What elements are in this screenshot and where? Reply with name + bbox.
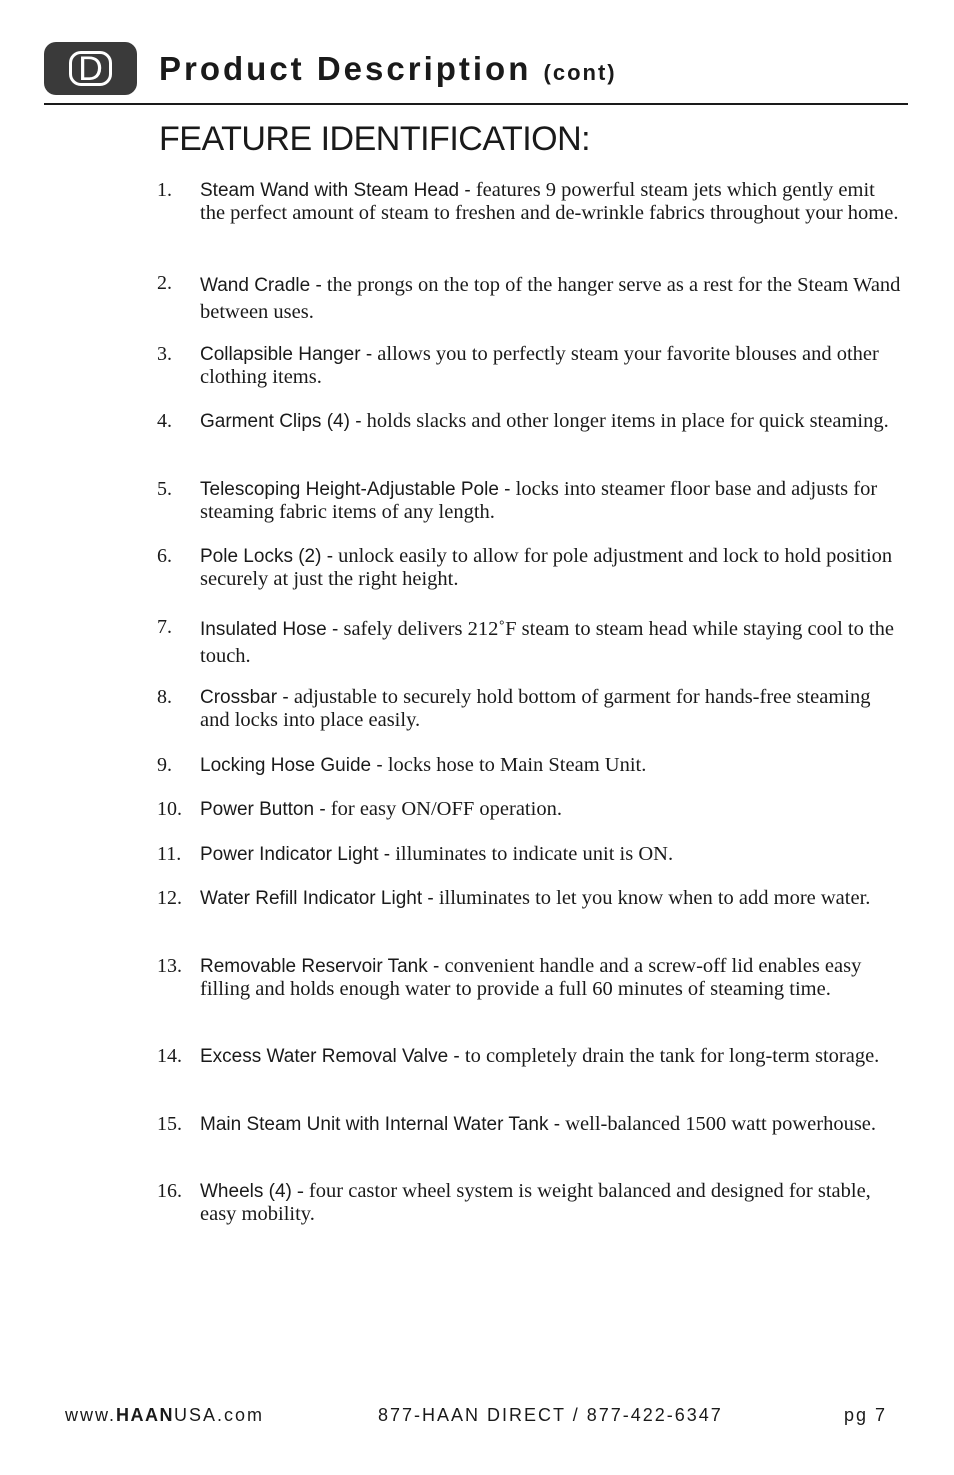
feature-term: Wheels (4) bbox=[200, 1181, 292, 1202]
footer-url-prefix: www. bbox=[65, 1405, 117, 1425]
feature-term: Steam Wand with Steam Head - bbox=[200, 180, 471, 201]
feature-description: illuminates to let you know when to add more water. bbox=[438, 887, 871, 909]
feature-number: 4. bbox=[157, 410, 172, 432]
feature-term: Garment Clips (4) - bbox=[200, 411, 362, 432]
feature-text bbox=[200, 545, 902, 591]
footer-website[interactable] bbox=[65, 1405, 264, 1426]
footer-page-number: pg 7 bbox=[844, 1405, 888, 1425]
feature-description: to completely drain the tank for long-term storage. bbox=[464, 1045, 880, 1067]
feature-term: Removable Reservoir Tank - bbox=[200, 956, 440, 977]
feature-number: 6. bbox=[157, 545, 172, 567]
feature-term: Crossbar - bbox=[200, 687, 289, 708]
feature-number: 13. bbox=[157, 955, 182, 977]
feature-number: 5. bbox=[157, 478, 172, 500]
feature-item bbox=[157, 754, 902, 777]
page-title-suffix: (cont) bbox=[543, 60, 617, 85]
feature-text bbox=[200, 887, 902, 910]
feature-item bbox=[157, 1045, 902, 1068]
feature-text bbox=[200, 272, 902, 325]
feature-term: Power Button - bbox=[200, 799, 326, 820]
feature-item bbox=[157, 1113, 902, 1136]
section-letter-icon: D bbox=[69, 51, 112, 86]
feature-text bbox=[200, 686, 902, 732]
feature-item bbox=[157, 686, 902, 732]
feature-description: the prongs on the top of the hanger serve as a rest for the Steam Wand between uses. bbox=[200, 274, 901, 323]
feature-text bbox=[200, 343, 902, 389]
feature-description: well-balanced 1500 watt powerhouse. bbox=[565, 1113, 877, 1135]
feature-description: convenient handle and a screw-off lid enables easy filling and holds enough water to provide a full 60 minutes of steaming time. bbox=[200, 955, 862, 1000]
feature-number: 1. bbox=[157, 179, 172, 201]
feature-description: unlock easily to allow for pole adjustment and lock to hold position securely at just the right height. bbox=[200, 545, 893, 590]
feature-item bbox=[157, 616, 902, 669]
feature-term: Power Indicator Light - bbox=[200, 844, 391, 865]
feature-description: locks into steamer floor base and adjusts for steaming fabric items of any length. bbox=[200, 478, 878, 523]
feature-number: 15. bbox=[157, 1113, 182, 1135]
feature-description: adjustable to securely hold bottom of garment for hands-free steaming and locks into place easily. bbox=[200, 686, 871, 731]
feature-item bbox=[157, 545, 902, 591]
feature-number: 8. bbox=[157, 686, 172, 708]
feature-term: Telescoping Height-Adjustable Pole - bbox=[200, 479, 511, 500]
footer-url-brand: HAAN bbox=[116, 1405, 175, 1425]
feature-term: Insulated Hose - bbox=[200, 619, 339, 640]
feature-item bbox=[157, 410, 902, 433]
feature-description: features 9 powerful steam jets which gently emit the perfect amount of steam to freshen and de-wrinkle fabrics throughout your home. bbox=[200, 179, 899, 224]
feature-text bbox=[200, 1045, 902, 1068]
feature-number: 16. bbox=[157, 1180, 182, 1202]
feature-item bbox=[157, 478, 902, 524]
feature-item bbox=[157, 179, 902, 225]
page-title-main: Product Description bbox=[159, 50, 532, 87]
feature-description: safely delivers 212˚F steam to steam head while staying cool to the touch. bbox=[200, 618, 895, 667]
feature-number: 10. bbox=[157, 798, 182, 820]
feature-description: - four castor wheel system is weight balanced and designed for stable, easy mobility. bbox=[200, 1180, 871, 1225]
feature-term: Excess Water Removal Valve - bbox=[200, 1046, 460, 1067]
feature-number: 11. bbox=[157, 843, 182, 865]
feature-item bbox=[157, 887, 902, 910]
feature-item bbox=[157, 272, 902, 325]
feature-text bbox=[200, 410, 902, 433]
feature-item bbox=[157, 1180, 902, 1226]
section-title: FEATURE IDENTIFICATION: bbox=[159, 120, 591, 158]
feature-text bbox=[200, 843, 902, 866]
feature-text bbox=[200, 798, 902, 821]
feature-item bbox=[157, 955, 902, 1001]
feature-number: 9. bbox=[157, 754, 172, 776]
feature-text bbox=[200, 955, 902, 1001]
feature-number: 12. bbox=[157, 887, 182, 909]
feature-term: Wand Cradle - bbox=[200, 275, 322, 296]
feature-text bbox=[200, 754, 902, 777]
feature-description: allows you to perfectly steam your favorite blouses and other clothing items. bbox=[200, 343, 879, 388]
feature-item bbox=[157, 798, 902, 821]
feature-text bbox=[200, 1113, 902, 1136]
feature-number: 14. bbox=[157, 1045, 182, 1067]
feature-number: 7. bbox=[157, 616, 172, 638]
feature-text bbox=[200, 1180, 902, 1226]
feature-text bbox=[200, 179, 902, 225]
feature-description: illuminates to indicate unit is ON. bbox=[395, 843, 674, 865]
feature-term: Main Steam Unit with Internal Water Tank - bbox=[200, 1114, 561, 1135]
feature-term: Collapsible Hanger - bbox=[200, 344, 373, 365]
feature-number: 2. bbox=[157, 272, 172, 294]
feature-term: Pole Locks (2) - bbox=[200, 546, 334, 567]
feature-description: holds slacks and other longer items in place for quick steaming. bbox=[366, 410, 889, 432]
feature-term: Water Refill Indicator Light - bbox=[200, 888, 434, 909]
feature-term: Locking Hose Guide - bbox=[200, 755, 383, 776]
feature-item bbox=[157, 843, 902, 866]
footer-url-suffix: USA.com bbox=[174, 1405, 265, 1425]
footer-phone: 877-HAAN DIRECT / 877-422-6347 bbox=[378, 1405, 723, 1425]
feature-item bbox=[157, 343, 902, 389]
feature-text bbox=[200, 478, 902, 524]
feature-number: 3. bbox=[157, 343, 172, 365]
feature-description: locks hose to Main Steam Unit. bbox=[387, 754, 647, 776]
feature-text bbox=[200, 616, 902, 669]
feature-description: for easy ON/OFF operation. bbox=[330, 798, 562, 820]
